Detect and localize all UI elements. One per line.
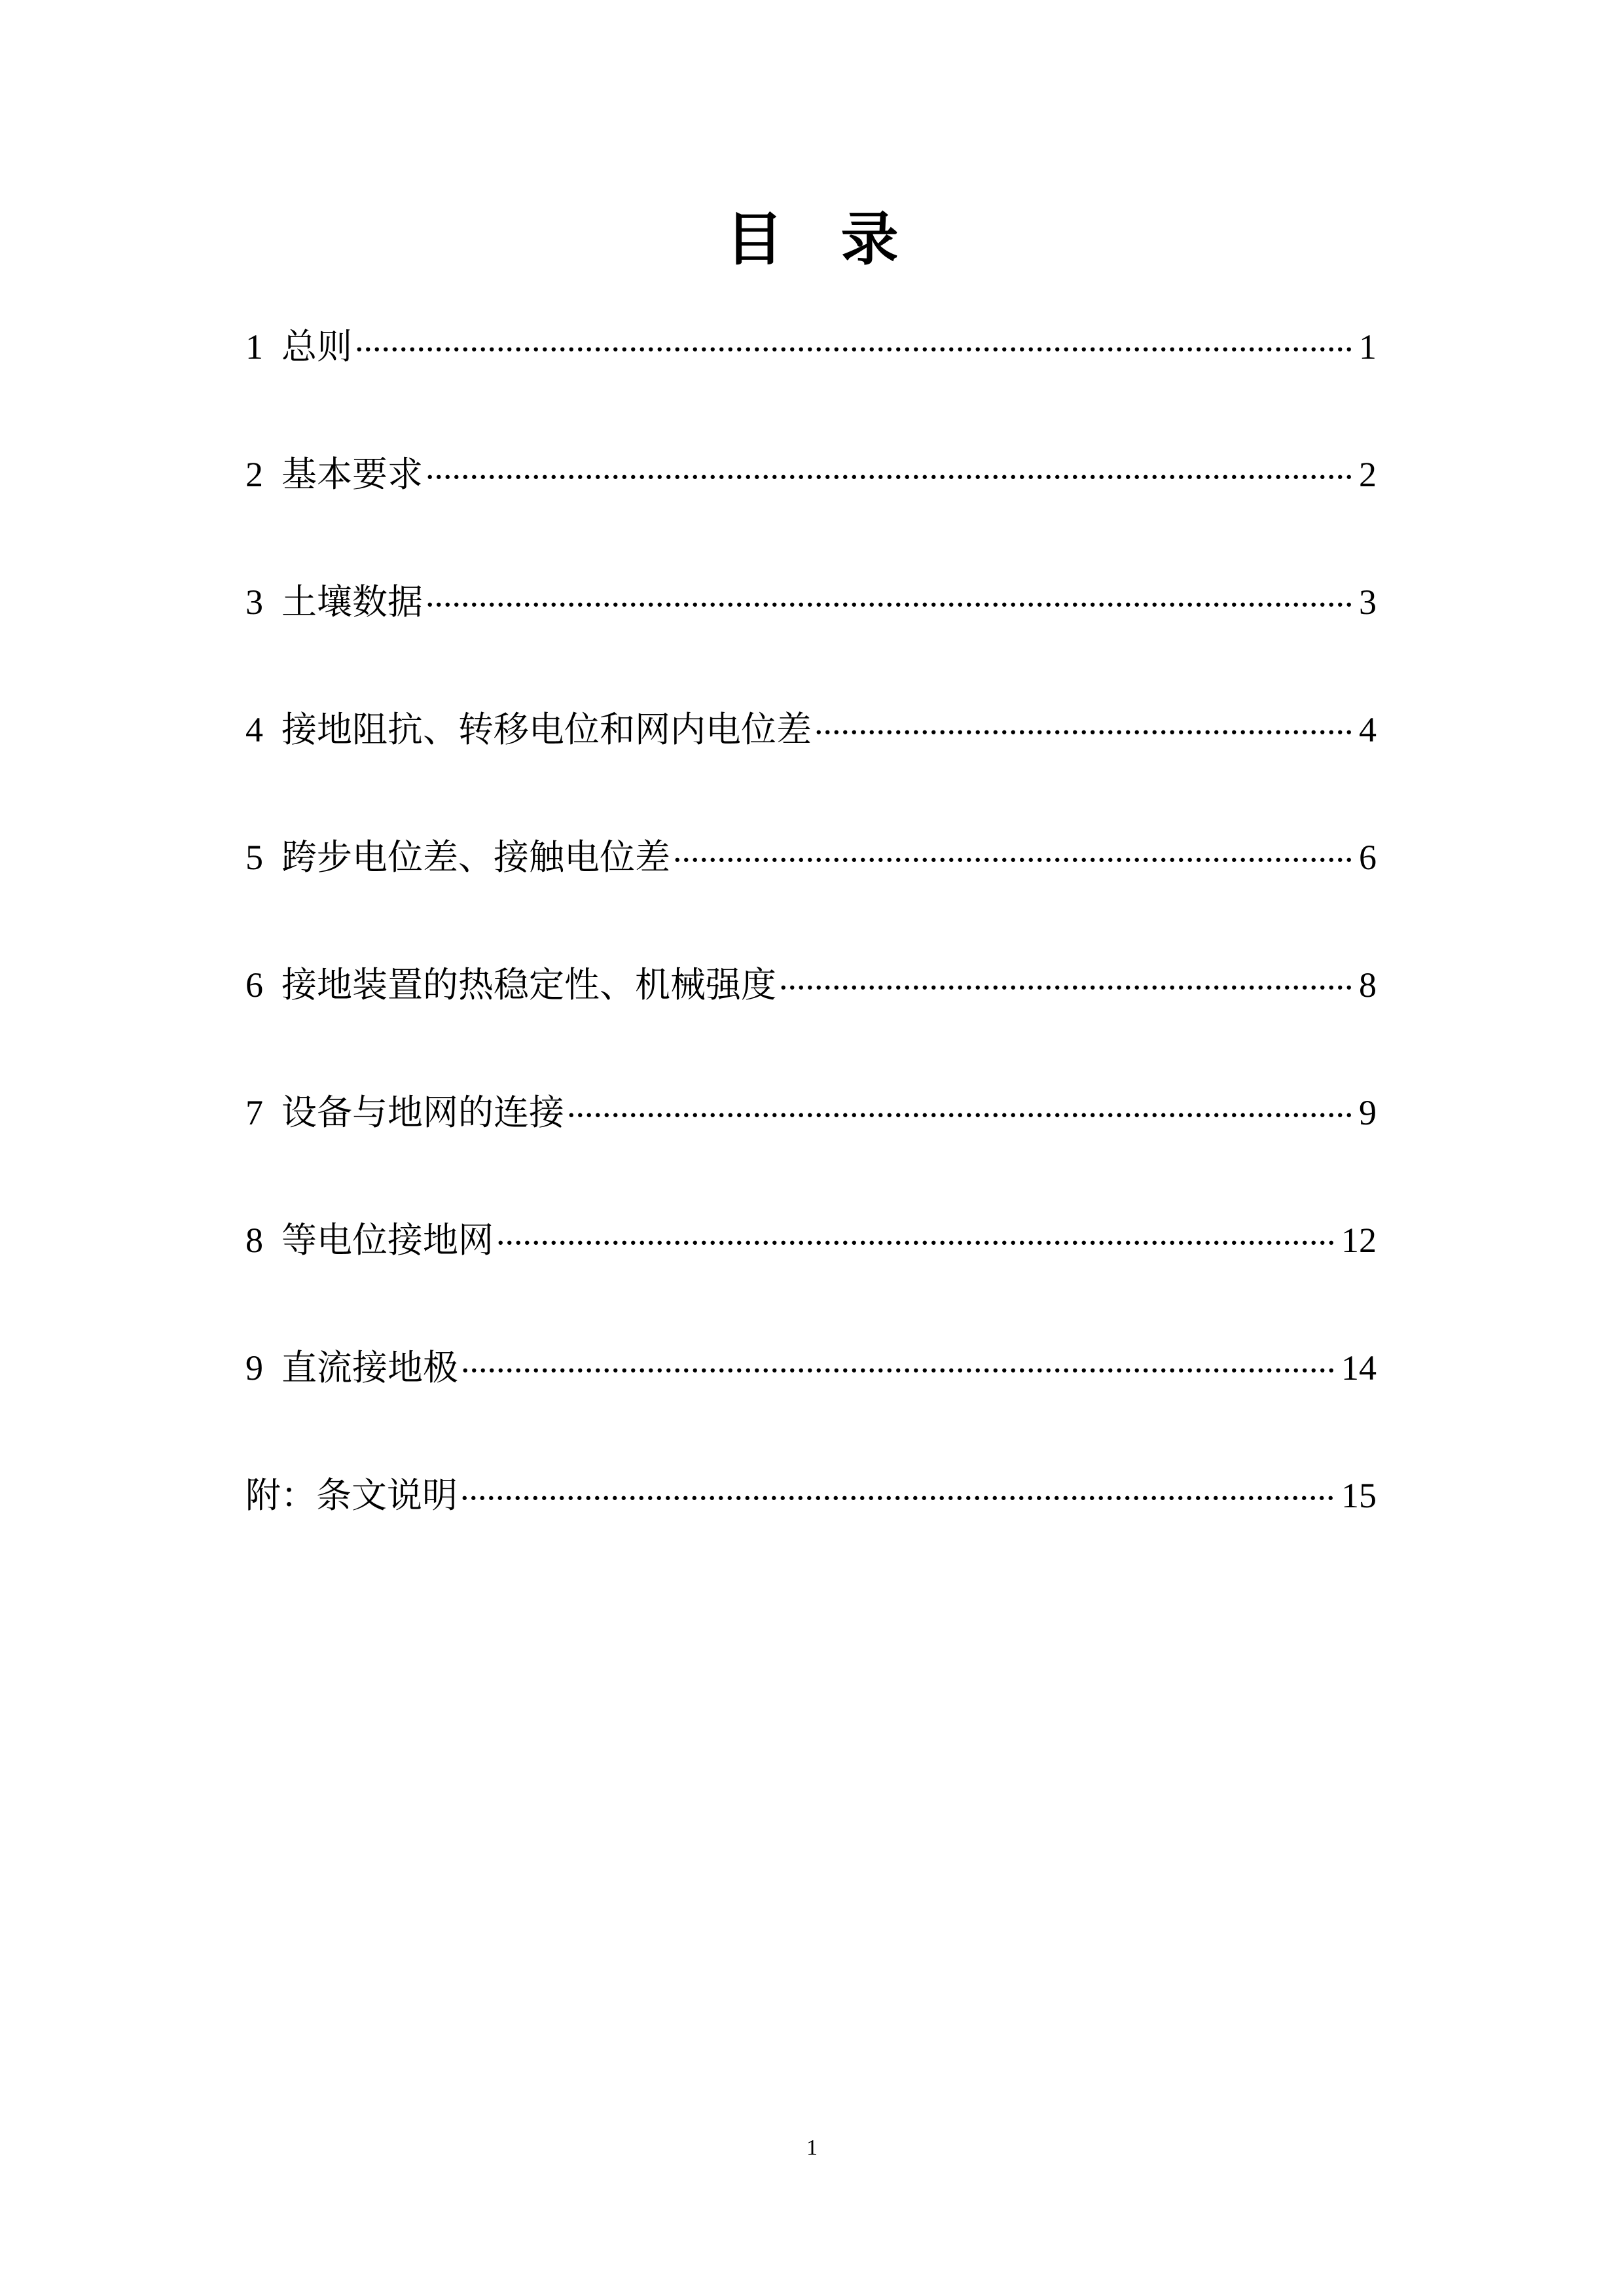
dot-leader bbox=[494, 1213, 1337, 1252]
toc-entry-page: 14 bbox=[1341, 1348, 1377, 1388]
dot-leader bbox=[458, 1340, 1337, 1380]
page-title: 目 录 bbox=[725, 205, 899, 273]
dot-leader bbox=[564, 1085, 1355, 1124]
toc-entry-label: 跨步电位差、接触电位差 bbox=[281, 836, 670, 878]
dot-leader bbox=[423, 447, 1355, 486]
toc-entry-number: 1 bbox=[245, 327, 263, 367]
toc-entry-number: 2 bbox=[245, 455, 263, 494]
toc-entry-number: 4 bbox=[245, 710, 263, 749]
toc-entry-label: 直流接地极 bbox=[281, 1347, 458, 1388]
toc-entry-number: 8 bbox=[245, 1221, 263, 1260]
toc-entry[interactable] bbox=[245, 439, 1377, 566]
toc-entry-label: 接地阻抗、转移电位和网内电位差 bbox=[281, 709, 812, 750]
toc-entry-page: 1 bbox=[1359, 327, 1377, 367]
toc-entry-label: 设备与地网的连接 bbox=[281, 1092, 564, 1133]
toc-entry-page: 3 bbox=[1359, 583, 1377, 622]
toc-entry-page: 8 bbox=[1359, 965, 1377, 1005]
dot-leader bbox=[776, 958, 1355, 997]
toc-entry[interactable] bbox=[245, 566, 1377, 694]
dot-leader bbox=[458, 1468, 1337, 1507]
toc-entry-number: 6 bbox=[245, 965, 263, 1005]
dot-leader bbox=[352, 319, 1355, 359]
toc-entry-page: 15 bbox=[1341, 1476, 1377, 1515]
toc-entry[interactable] bbox=[245, 949, 1377, 1077]
toc-entry-page: 12 bbox=[1341, 1221, 1377, 1260]
toc-entry[interactable] bbox=[245, 694, 1377, 821]
dot-leader bbox=[812, 702, 1355, 742]
toc-entry[interactable] bbox=[245, 1077, 1377, 1204]
toc-entry[interactable] bbox=[245, 1460, 1377, 1587]
toc-entry[interactable] bbox=[245, 311, 1377, 439]
toc-entry[interactable] bbox=[245, 1332, 1377, 1460]
toc-entry-page: 4 bbox=[1359, 710, 1377, 749]
toc-entry-label: 等电位接地网 bbox=[281, 1219, 494, 1261]
toc-entry-label: 总则 bbox=[281, 326, 352, 367]
toc-entry[interactable] bbox=[245, 1204, 1377, 1332]
dot-leader bbox=[423, 575, 1355, 614]
toc-entry[interactable] bbox=[245, 821, 1377, 949]
table-of-contents bbox=[245, 311, 1377, 1587]
toc-entry-label: 附：条文说明 bbox=[245, 1475, 458, 1516]
toc-entry-number: 5 bbox=[245, 838, 263, 877]
toc-entry-number: 7 bbox=[245, 1093, 263, 1132]
toc-entry-number: 3 bbox=[245, 583, 263, 622]
page-number: 1 bbox=[806, 2136, 818, 2160]
toc-entry-label: 基本要求 bbox=[281, 454, 423, 495]
toc-entry-number: 9 bbox=[245, 1348, 263, 1388]
toc-entry-page: 9 bbox=[1359, 1093, 1377, 1132]
dot-leader bbox=[670, 830, 1355, 869]
toc-entry-page: 6 bbox=[1359, 838, 1377, 877]
toc-entry-page: 2 bbox=[1359, 455, 1377, 494]
toc-entry-label: 接地装置的热稳定性、机械强度 bbox=[281, 964, 776, 1005]
toc-entry-label: 土壤数据 bbox=[281, 581, 423, 622]
